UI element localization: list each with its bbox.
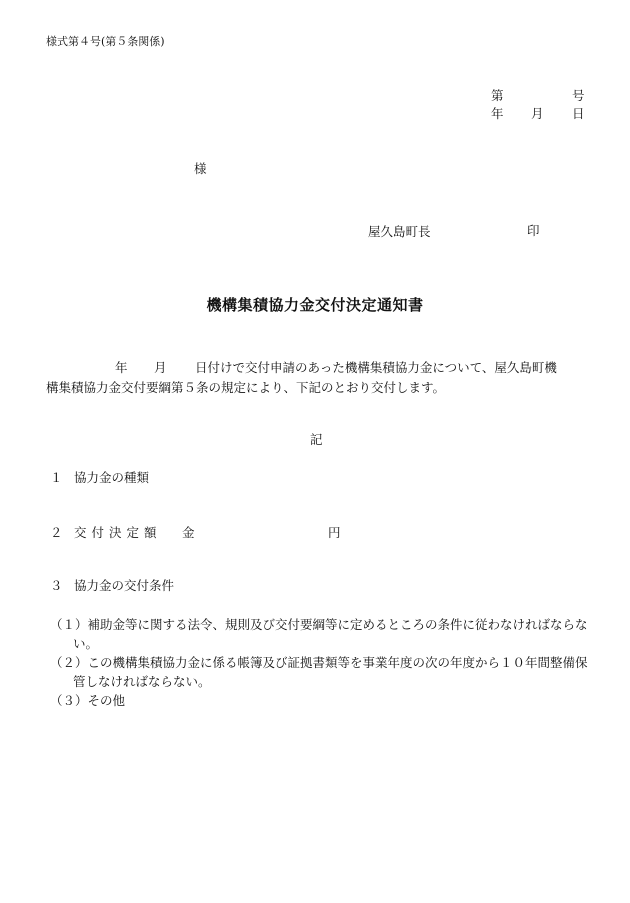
document-title: 機構集積協力金交付決定通知書 xyxy=(206,296,424,314)
condition-1-text: 補助金等に関する法令、規則及び交付要綱等に定めるところの条件に従わなければならない。 xyxy=(73,617,588,651)
issuer-name: 屋久島町長 xyxy=(368,224,431,239)
doc-date-year: 年 xyxy=(491,106,504,121)
condition-2 xyxy=(50,653,590,691)
condition-3-text: その他 xyxy=(87,693,126,708)
item-2-amount-suffix: 円 xyxy=(328,525,341,540)
doc-date-month: 月 xyxy=(531,106,544,121)
body-line1-rest: 日付けで交付申請のあった機構集積協力金について、屋久島町機 xyxy=(195,360,557,375)
condition-2-text: この機構集積協力金に係る帳簿及び証拠書類等を事業年度の次の年度から１０年間整備保管しなければならない。 xyxy=(73,655,588,689)
item-3-number: ３ xyxy=(50,578,63,593)
item-1-number: １ xyxy=(50,470,63,485)
form-label: 様式第４号(第５条関係) xyxy=(46,35,165,48)
issuer-seal-mark: 印 xyxy=(527,223,540,238)
doc-number-suffix: 号 xyxy=(572,88,585,103)
condition-3 xyxy=(50,691,590,710)
doc-date-day: 日 xyxy=(572,106,585,121)
item-2-number: ２ xyxy=(50,525,63,540)
item-2-amount-prefix: 金 xyxy=(182,525,195,540)
item-2-label: 交付決定額 xyxy=(74,525,162,540)
condition-1-number: （１） xyxy=(50,617,88,632)
item-1-label: 協力金の種類 xyxy=(74,470,150,485)
condition-3-number: （３） xyxy=(50,693,88,708)
condition-2-number: （２） xyxy=(50,655,88,670)
body-date-month: 月 xyxy=(154,360,167,375)
body-line2: 構集積協力金交付要綱第５条の規定により、下記のとおり交付します。 xyxy=(46,380,446,395)
item-3-label: 協力金の交付条件 xyxy=(74,578,175,593)
doc-number-prefix: 第 xyxy=(491,88,504,103)
body-date-year: 年 xyxy=(115,360,128,375)
addressee-suffix: 様 xyxy=(194,161,207,176)
ki-heading: 記 xyxy=(310,432,323,447)
condition-1 xyxy=(50,615,590,653)
